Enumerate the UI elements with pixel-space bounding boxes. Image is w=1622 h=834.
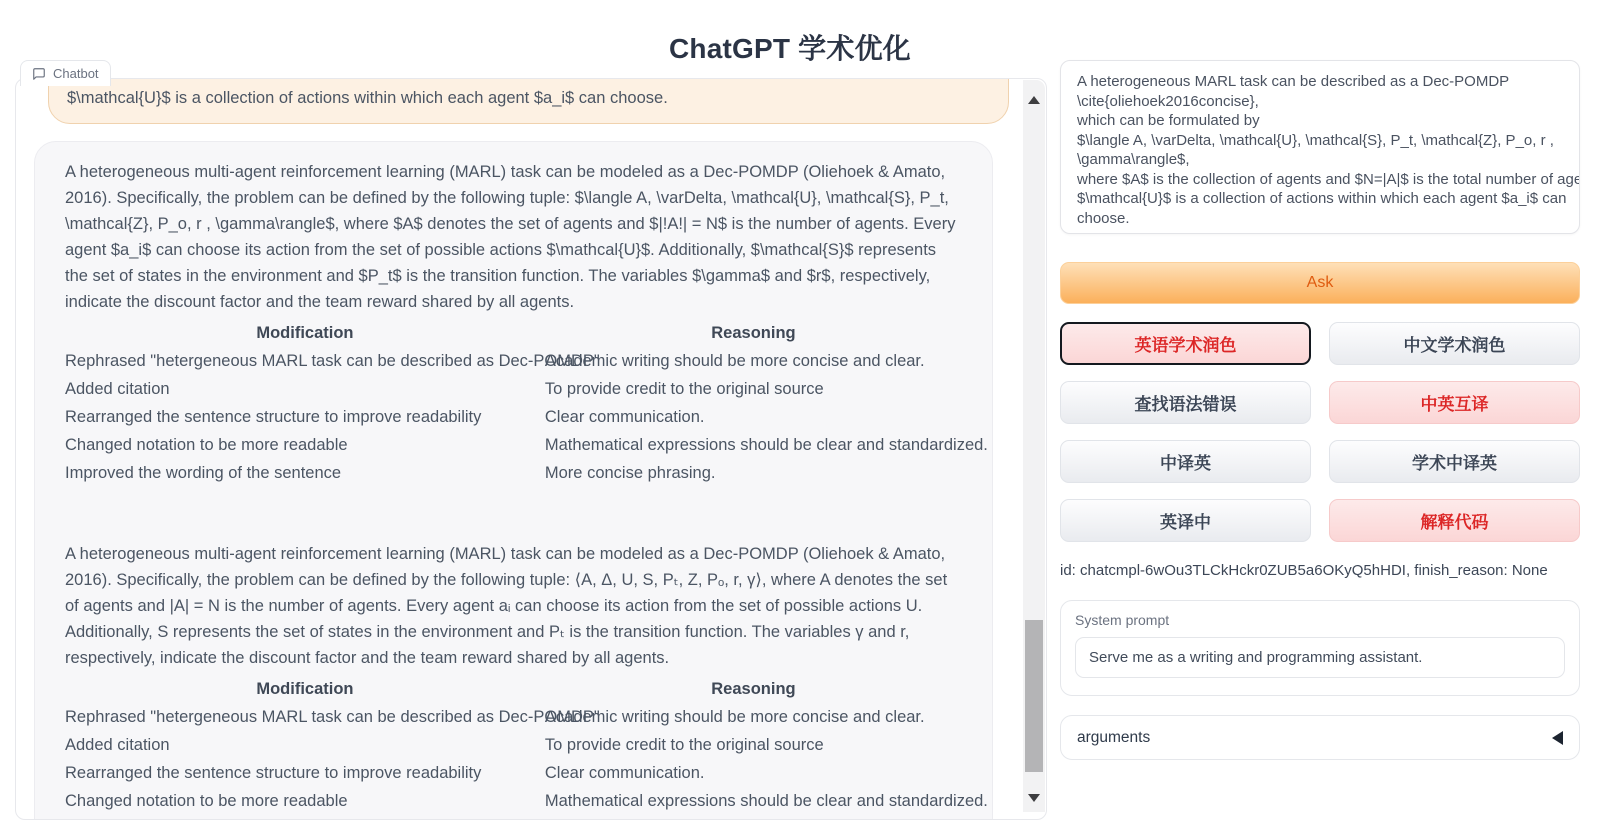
arguments-accordion-label: arguments (1077, 728, 1151, 746)
chat-scrollbar[interactable] (1023, 80, 1045, 812)
system-prompt-label: System prompt (1075, 612, 1170, 628)
table-header-reasoning: Reasoning (711, 680, 796, 698)
latex-input-textarea[interactable] (1060, 60, 1580, 234)
quick-action-buttons (1060, 322, 1580, 542)
modification-reasoning-table (65, 319, 988, 487)
arguments-accordion[interactable] (1060, 715, 1580, 760)
scroll-up-icon[interactable] (1028, 96, 1040, 104)
chatbot-label-text: Chatbot (53, 66, 99, 81)
page-title: ChatGPT 学术优化 (669, 32, 911, 64)
table-row: Improved the wording of the sentence More concise phrasing. (65, 464, 716, 482)
button-english-to-chinese[interactable]: 英译中 (1060, 499, 1311, 542)
button-explain-code[interactable]: 解释代码 (1329, 499, 1580, 542)
ask-button[interactable]: Ask (1060, 262, 1580, 304)
button-chinese-to-english[interactable]: 中译英 (1060, 440, 1311, 483)
chat-bubble-icon (32, 67, 46, 81)
table-row: Added citation To provide credit to the original source (65, 736, 824, 754)
scroll-down-icon[interactable] (1028, 794, 1040, 802)
user-message-bubble (48, 78, 1009, 124)
system-prompt-input[interactable] (1075, 637, 1565, 678)
button-chinese-academic-polish[interactable]: 中文学术润色 (1329, 322, 1580, 365)
table-row: Changed notation to be more readable Mathematical expressions should be clear and standardized. (65, 792, 988, 810)
button-english-academic-polish[interactable]: 英语学术润色 (1060, 322, 1311, 365)
accordion-collapsed-icon (1552, 731, 1563, 745)
user-message-text: $\mathcal{U}$ is a collection of actions within which each agent $a_i$ can choose. (67, 89, 668, 107)
table-row: Added citation To provide credit to the original source (65, 380, 824, 398)
bot-paragraph-raw: A heterogeneous multi-agent reinforcement learning (MARL) task can be modeled as a Dec-POMDP (Oliehoek & Amato, 2016). Specifically, the problem can be defined by the following tuple: $\langle A, \varDelta, \mathcal{U}, \mathcal{S}, P_t, \mathcal{Z}, P_o, r , \gamma\rangle$, where $A$ denotes the set of agents and $|!A!| = N$ is the number of agents. Every agent $a_i$ can choose its action from the set of possible actions $\mathcal{U}$. Additionally, $\mathcal{S}$ represents the set of states in the environment and $P_t$ is the transition function. The variables $\gamma$ and $r$, respectively, indicate the discount factor and the team reward shared by all agents. (65, 163, 956, 311)
bot-message-bubble (34, 141, 993, 820)
table-row: Changed notation to be more readable Mathematical expressions should be clear and standardized. (65, 436, 988, 454)
table-header-modification: Modification (256, 324, 354, 342)
bot-paragraph-rendered: A heterogeneous multi-agent reinforcement learning (MARL) task can be modeled as a Dec-POMDP (Oliehoek & Amato, 2016). Specifically, the problem can be defined by the following tuple: ⟨A, Δ, U, S, Pₜ, Z, Pₒ, r, γ⟩, where A denotes the set of agents and |A| = N is the number of agents. Every agent aᵢ can choose its action from the set of possible actions U. Additionally, S represents the set of states in the environment and Pₜ is the transition function. The variables γ and r, respectively, indicate the discount factor and the team reward shared by all agents. (65, 545, 948, 667)
table-header-modification: Modification (256, 680, 354, 698)
button-chinese-english-translate[interactable]: 中英互译 (1329, 381, 1580, 424)
scrollbar-thumb[interactable] (1025, 620, 1043, 772)
button-academic-chinese-to-english[interactable]: 学术中译英 (1329, 440, 1580, 483)
chatbot-panel (15, 78, 1047, 820)
table-row: Rephrased "hetergeneous MARL task can be described as Dec-POMDP" Academic writing should be more concise and clear. (65, 352, 925, 370)
button-find-grammar-errors[interactable]: 查找语法错误 (1060, 381, 1311, 424)
completion-id-status: id: chatcmpl-6wOu3TLCkHckr0ZUB5a6OKyQ5hHDI, finish_reason: None (1060, 562, 1548, 579)
system-prompt-group (1060, 600, 1580, 696)
table-row: Rephrased "hetergeneous MARL task can be described as Dec-POMDP" Academic writing should be more concise and clear. (65, 708, 925, 726)
table-row: Rearranged the sentence structure to improve readability Clear communication. (65, 764, 705, 782)
table-row: Rearranged the sentence structure to improve readability Clear communication. (65, 408, 705, 426)
modification-reasoning-table-2 (65, 675, 988, 815)
table-header-reasoning: Reasoning (711, 324, 796, 342)
chatbot-label (20, 60, 111, 86)
